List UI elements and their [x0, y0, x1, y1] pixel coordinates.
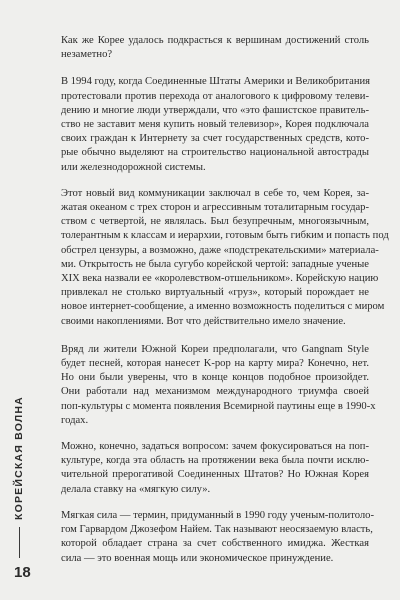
running-head-rule [19, 527, 20, 558]
text-line: Но они были уверены, что в конце концов подобное произойдет. [61, 372, 369, 384]
text-line: Как же Корее удалось подкрасться к вершинам достижений столь [61, 35, 369, 46]
text-line: делала ставку на «мягкую силу». [61, 483, 211, 495]
text-line: жатая океаном с трех сторон и агрессивным тоталитарным государ- [61, 202, 369, 214]
text-line: протестовали против перехода от аналогового к цифровому телеви- [61, 90, 369, 102]
text-line: привлекал не столько виртуальный «груз», который порождает не [61, 287, 369, 299]
text-line: поп-культуры с момента появления Всемирной паутины еще в 1990-х [61, 400, 376, 412]
text-line: дению и многие люди утверждали, что «это фашистское правитель- [61, 104, 369, 116]
text-line: ство не заставит меня купить новый телевизор», Корея подключала [61, 119, 369, 131]
text-line: Вряд ли жители Южной Кореи предполагали, что Gangnam Style [61, 343, 369, 355]
text-line: Этот новый вид коммуникации заключал в себе то, чем Корея, за- [61, 187, 369, 199]
paragraph-2 [61, 75, 369, 174]
text-line: будет песней, которая нанесет K-pop на карту мира? Конечно, нет. [61, 358, 369, 370]
text-line: Можно, конечно, задаться вопросом: зачем фокусироваться на поп- [61, 441, 369, 453]
text-line: ством с четвертой, не являлась. Был безупречным, многоязычным, [61, 216, 369, 228]
text-line: рые обычно выделяют на строительство национальной автострады [61, 147, 369, 159]
paragraph-4 [61, 343, 376, 428]
paragraph-1 [61, 34, 369, 62]
text-line: своими накоплениями. Вот что действительно имело значение. [61, 315, 346, 327]
paragraph-3 [61, 187, 389, 329]
text-line: или железнодорожной системы. [61, 161, 206, 173]
running-head: КОРЕЙСКАЯ ВОЛНА [13, 396, 25, 520]
page-body [61, 34, 389, 580]
text-line: своих граждан к Интернету за счет государственных средств, кото- [61, 133, 369, 145]
text-line: сила — это военная мощь или экономическое принуждение. [61, 552, 334, 564]
text-line: ми. Открытость не была сугубо корейской чертой: западные ученые [61, 258, 369, 270]
text-line: XIX века назвали ее «королевством-отшельником». Корейскую нацию [61, 273, 379, 285]
text-line: Мягкая сила — термин, придуманный в 1990 году ученым-политоло- [61, 509, 374, 521]
paragraph-6 [61, 509, 374, 566]
text-line: культуре, когда эта область на протяжении века была почти исклю- [61, 455, 369, 467]
paragraph-5 [61, 440, 369, 497]
text-line: чительной прерогативой Соединенных Штатов? Но Южная Корея [61, 469, 369, 481]
text-line: обстрел цензуры, а возможно, даже «подстрекательскими» материала- [61, 244, 379, 256]
text-line: В 1994 году, когда Соединенные Штаты Америки и Великобритания [61, 76, 371, 88]
text-line: новое интернет-сообщение, а именно возможность поделиться с миром [61, 301, 385, 313]
text-line: Они работали над механизмом международного триумфа своей [61, 386, 369, 398]
text-line: толерантным к классам и иерархии, готовым быть гибким и попасть под [61, 230, 389, 242]
text-line: гом Гарвардом Джозефом Найем. Так называют неосязаемую власть, [61, 524, 373, 536]
page-number: 18 [14, 564, 31, 581]
text-line: которой обладает страна за счет собственного имиджа. Жесткая [61, 538, 369, 550]
text-line: незаметно? [61, 49, 113, 61]
text-line: годах. [61, 414, 89, 426]
